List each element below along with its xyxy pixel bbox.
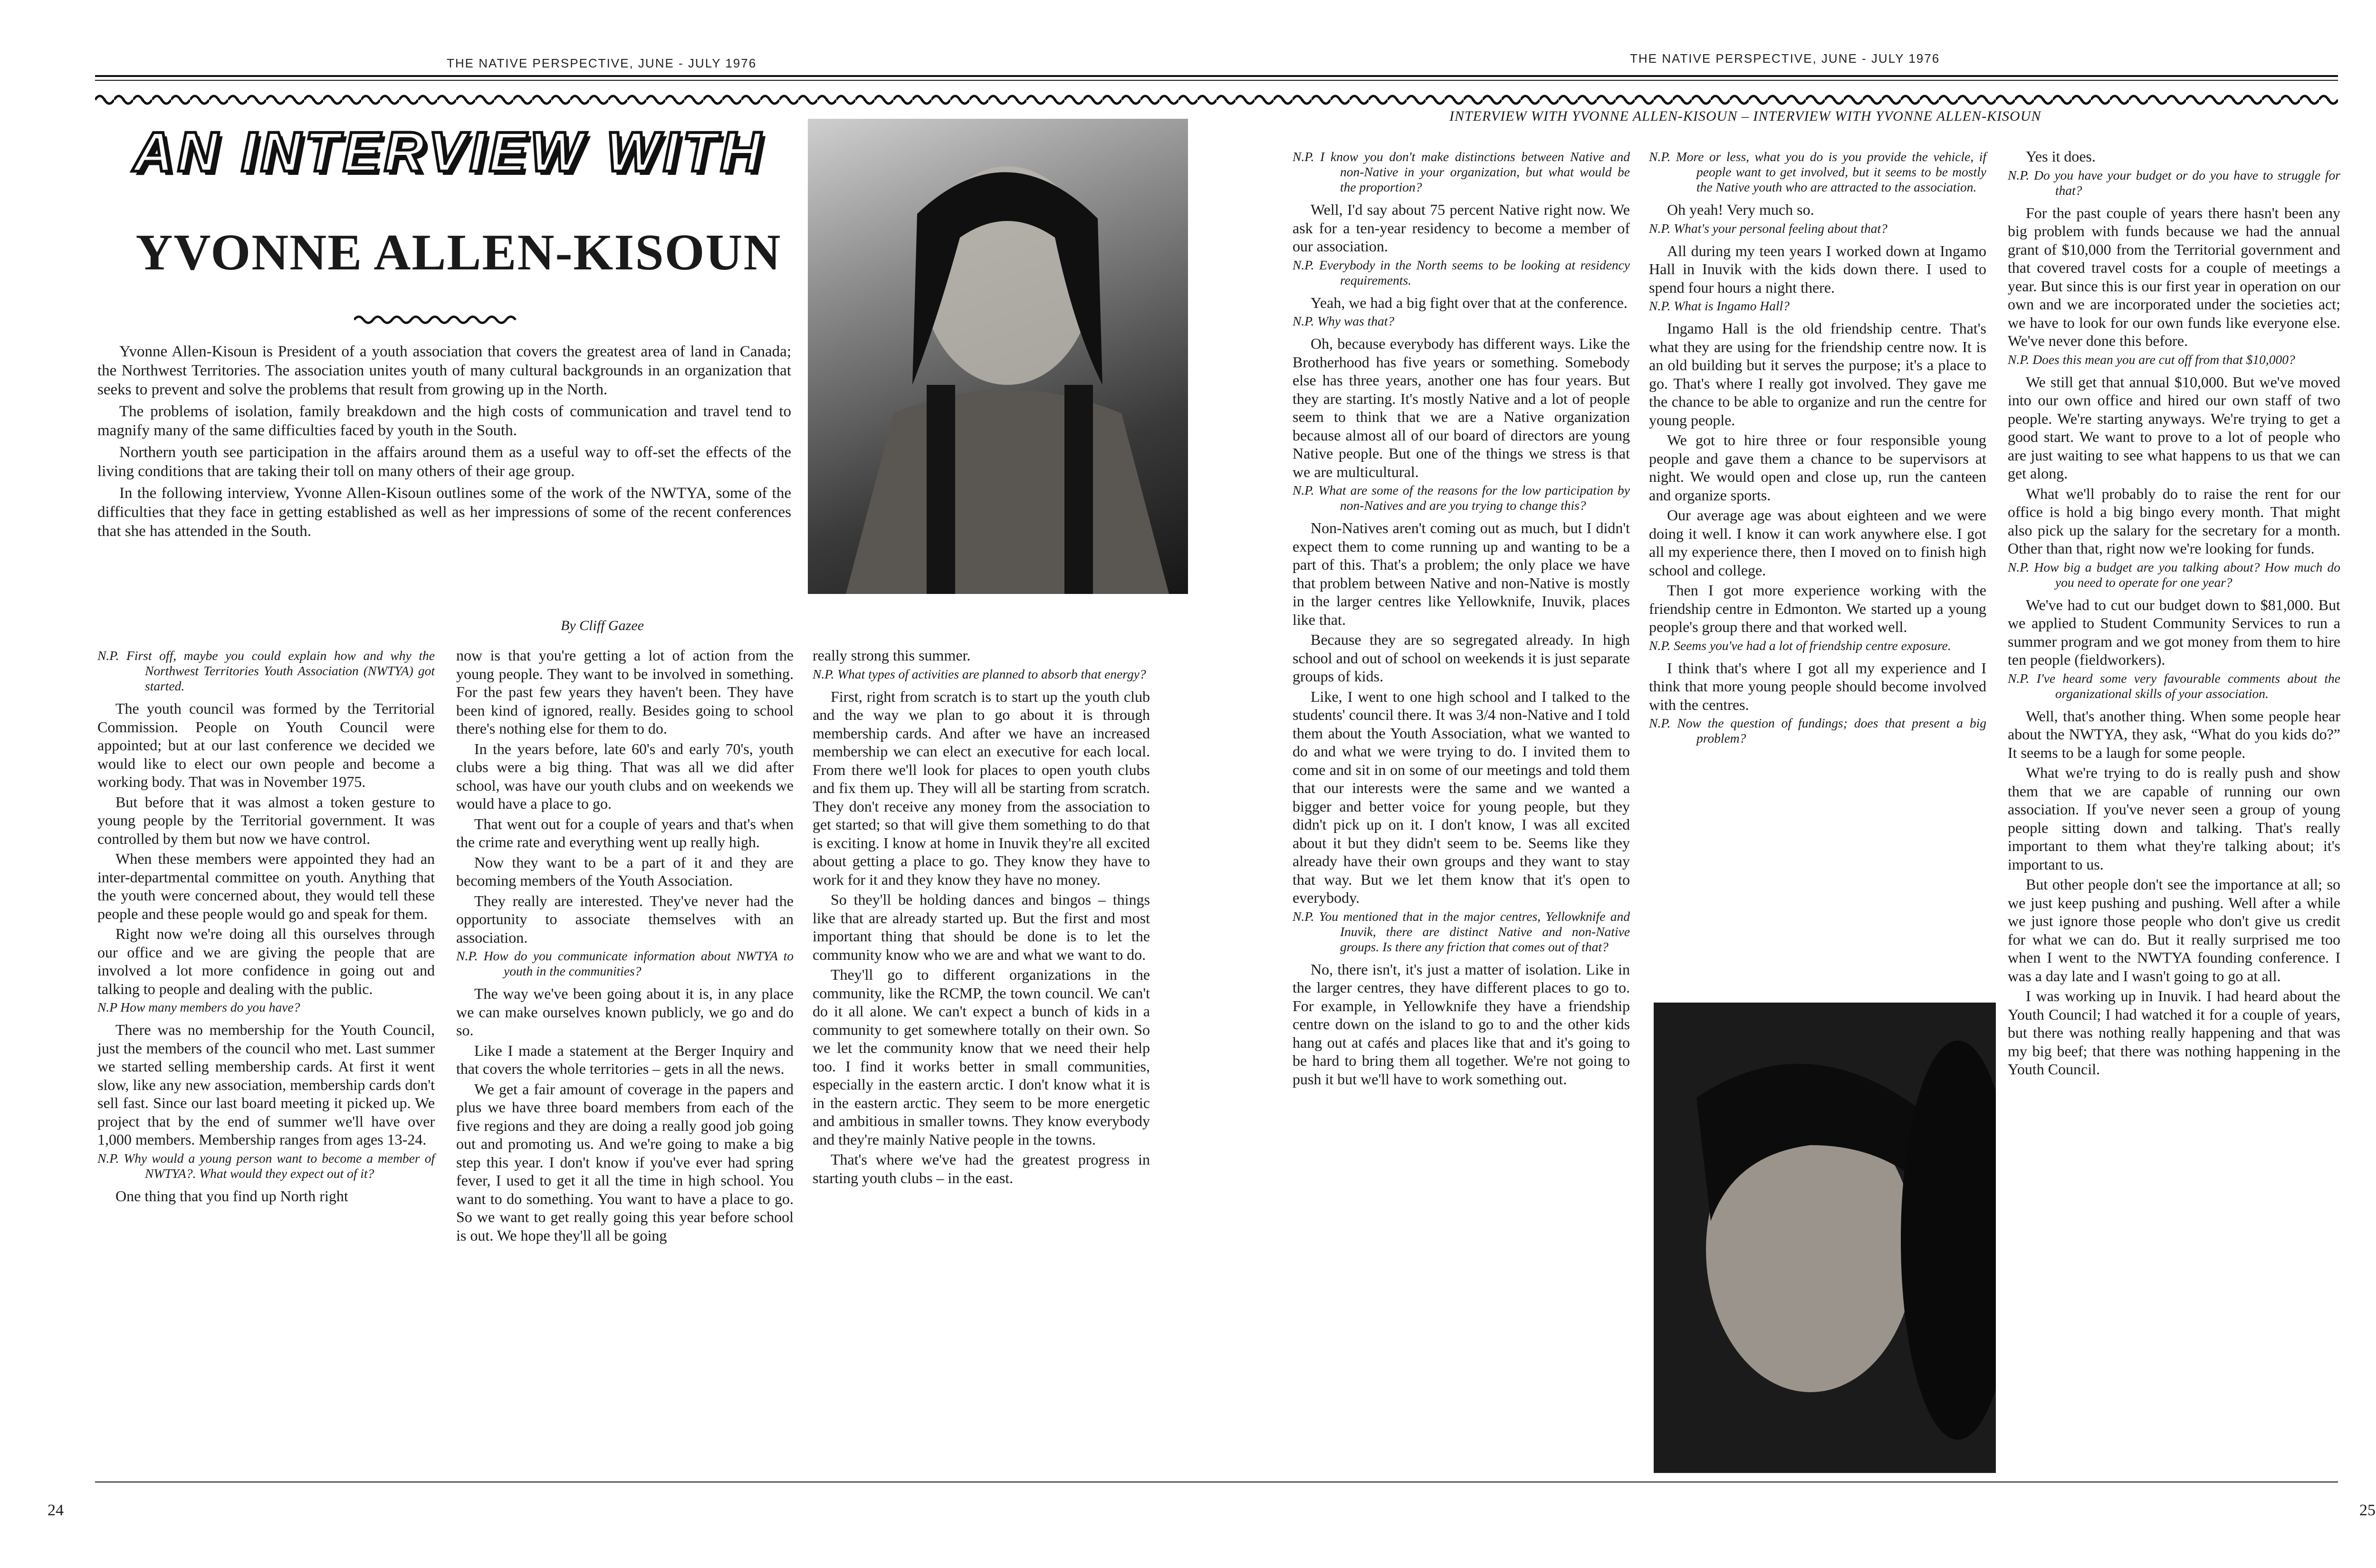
page-number-right: 25 — [2359, 1501, 2376, 1519]
answer-paragraph: Yeah, we had a big fight over that at the conference. — [1311, 294, 1628, 311]
article-column-1 — [97, 646, 435, 1207]
title-line-2: YVONNE ALLEN-KISOUN — [135, 224, 782, 281]
interviewer-question: N.P. How big a budget are you talking about? How much do you need to operate for one year? — [2008, 559, 2340, 590]
portrait-photo-image — [808, 119, 1188, 594]
answer-paragraph: Yes it does. — [2026, 148, 2096, 165]
answer-paragraph: Like, I went to one high school and I talked to the students' council there. It was 3/4 non-Native and I told them about the Youth Association, what we wanted to do and what we were trying to do. I invited them to come and sit in on some of our meetings and told them that our interests were the same and we wanted a bigger and better voice for young people, but they didn't pick up on it. I don't know, I was all excited about it but they didn't seem to be. Seems like they already have their own groups and they want to stay that way. But we let them know that it's open to everybody. — [1293, 688, 1630, 906]
answer-paragraph: There was no membership for the Youth Council, just the members of the council who met. Last summer we started selling membership cards. At first it went slow, like any new association, membership cards don't sell fast. Since our last board meeting it picked up. We project that by the end of summer we'll have over 1,000 members. Membership ranges from ages 13-24. — [97, 1021, 435, 1148]
interviewer-question: N.P. Why was that? — [1293, 314, 1395, 328]
interviewer-question: N.P. What's your personal feeling about that? — [1649, 220, 1887, 236]
running-head-right: THE NATIVE PERSPECTIVE, JUNE - JULY 1976 — [1630, 51, 1940, 66]
answer-paragraph: First, right from scratch is to start up the youth club and the way we plan to go about it is through membership cards. And after we have an increased membership we can elect an executive for each local. From there we'll look for places to open youth clubs and fix them up. They will all be starting from scratch. They don't receive any money from the association to get started; so that will give them something to do that is exciting. I know at home in Inuvik they're all excited about getting a place to go. They know they have to work for it and they know they have no money. — [813, 688, 1150, 888]
answer-paragraph: The way we've been going about it is, in any place we can make ourselves known publicly, we go and do so. — [456, 985, 794, 1039]
intro-paragraph: Yvonne Allen-Kisoun is President of a youth association that covers the greatest area of land in Canada; the Northwest Territories. The association unites youth of many cultural backgrounds in an organization that seeks to prevent and solve the problems that result from growing up in the North. — [97, 343, 791, 398]
answer-paragraph: The youth council was formed by the Territorial Commission. People on Youth Council were appointed; but at our last conference we decided we would like to elect our own people and become a working body. That was in November 1975. — [97, 700, 435, 790]
answer-paragraph: But other people don't see the importance at all; so we just keep pushing and pushing. Well after a while we just ignore those people who don't give us credit for what we can do. But it really surprised me too when I went to the NWTYA founding conference. I was a day late and I wasn't going to go at all. — [2008, 876, 2340, 985]
answer-paragraph: Oh, because everybody has different ways. Like the Brotherhood has five years or something. Somebody else has three years, another one has four years. But they are starting. It's mostly Native and a lot of people seem to think that we are a Native organization because almost all of our board of directors are young Native people. But one of the things we stress is that we are multicultural. — [1293, 335, 1630, 480]
answer-paragraph: now is that you're getting a lot of action from the young people. They want to be involved in something. For the past few years they haven't been. They have been kind of ignored, really. Besides going to school there's nothing else for them to do. — [456, 647, 794, 737]
article-column-5 — [1649, 147, 1986, 752]
interviewer-question: N.P. Does this mean you are cut off from that $10,000? — [2008, 352, 2295, 367]
intro-section — [97, 342, 791, 544]
answer-paragraph: In the years before, late 60's and early 70's, youth clubs were a big thing. That was all we did after school, was have our youth clubs and on weekends we would have a place to go. — [456, 740, 794, 812]
interview-header: INTERVIEW WITH YVONNE ALLEN-KISOUN – INTERVIEW WITH YVONNE ALLEN-KISOUN — [1449, 108, 2041, 124]
answer-paragraph: I think that's where I got all my experience and I think that more young people should become involved with the centres. — [1649, 659, 1986, 713]
portrait-photo — [808, 119, 1188, 594]
interviewer-question: N.P. Why would a young person want to become a member of NWTYA?. What would they expect out of it? — [97, 1150, 435, 1181]
answer-paragraph: They really are interested. They've never had the opportunity to associate themselves with an association. — [456, 892, 794, 946]
answer-paragraph: Well, that's another thing. When some people hear about the NWTYA, they ask, “What do you kids do?” It seems to be a laugh for some people. — [2008, 707, 2340, 761]
intro-paragraph: In the following interview, Yvonne Allen-Kisoun outlines some of the work of the NWTYA, some of the difficulties that they face in getting established as well as her impressions of some of the recent conferences that she has attended in the South. — [97, 485, 791, 540]
interviewer-question: N.P. I know you don't make distinctions between Native and non-Native in your organization, but what would be the proportion? — [1293, 149, 1630, 194]
interviewer-question: N.P. Seems you've had a lot of friendship centre exposure. — [1649, 638, 1951, 653]
answer-paragraph: We got to hire three or four responsible young people and gave them a chance to be supervisors at night. We would open and close up, run the canteen and organize sports. — [1649, 431, 1986, 504]
interviewer-question: N.P. What types of activities are planned to absorb that energy? — [813, 666, 1146, 681]
interviewer-question: N.P. Now the question of fundings; does that present a big problem? — [1649, 716, 1986, 746]
answer-paragraph: They'll go to different organizations in the community, like the RCMP, the town council. We can't do it all alone. We can't expect a bunch of kids in a community to get somewhere totally on their own. So we let the community know that we need their help too. I find it works better in small communities, especially in the eastern arctic. I don't know what it is in the eastern arctic. They seem to be more energetic and ambitious in smaller towns. They know everybody and they're mainly Native people in the towns. — [813, 966, 1150, 1148]
interviewer-question: N.P. Everybody in the North seems to be looking at residency requirements. — [1293, 257, 1630, 287]
interviewer-question: N.P. How do you communicate information about NWTYA to youth in the communities? — [456, 948, 794, 978]
interviewer-question: N.P. What are some of the reasons for the low participation by non-Natives and are you trying to change this? — [1293, 483, 1630, 513]
answer-paragraph: Right now we're doing all this ourselves through our office and we are giving the people that are involved a lot more confidence in going out and talking to people and dealing with the public. — [97, 925, 435, 997]
answer-paragraph: What we're trying to do is really push and show them that we are capable of running our own association. If you've never seen a group of young people sitting down and talking. That's really important to them what they're talking about; it's important to us. — [2008, 764, 2340, 873]
portrait-photo-2-image — [1654, 1003, 1996, 1473]
answer-paragraph: Then I got more experience working with the friendship centre in Edmonton. We started up a young people's group there and that worked well. — [1649, 582, 1986, 635]
top-rule-thin — [95, 80, 2338, 81]
interviewer-question: N.P. First off, maybe you could explain how and why the Northwest Territories Youth Association (NWTYA) got started. — [97, 648, 435, 693]
interviewer-question: N.P How many members do you have? — [97, 1000, 300, 1014]
answer-paragraph: We still get that annual $10,000. But we've moved into our own office and hired our own staff of two people. We're starting anyways. We're trying to get a good start. We want to prove to a lot of people who are just waiting to see what happens to us that we can get along. — [2008, 373, 2340, 482]
answer-paragraph: really strong this summer. — [813, 647, 971, 664]
page-number-left: 24 — [48, 1501, 64, 1519]
running-head-left: THE NATIVE PERSPECTIVE, JUNE - JULY 1976 — [447, 56, 757, 70]
intro-paragraph: The problems of isolation, family breakdown and the high costs of communication and travel tend to magnify many of the same difficulties faced by youth in the South. — [97, 403, 791, 439]
answer-paragraph: Ingamo Hall is the old friendship centre. That's what they are using for the friendship centre now. It is an old building but it serves the purpose; it's a place to go. That's where I really got involved. They gave me the chance to be able to organize and run the centre for young people. — [1649, 320, 1986, 429]
answer-paragraph: That went out for a couple of years and that's when the crime rate and everything went up really high. — [456, 815, 794, 851]
answer-paragraph: No, there isn't, it's just a matter of isolation. Like in the larger centres, they have different places to go to. For example, in Yellowknife they have a friendship centre down on the island to go to and the other kids hang out at cafés and places like that and it's going to be hard to bring them all together. We're not going to push it but we'll have to work something out. — [1293, 960, 1630, 1088]
article-column-6 — [2008, 147, 2340, 1080]
answer-paragraph: Now they want to be a part of it and they are becoming members of the Youth Association. — [456, 853, 794, 889]
answer-paragraph: But before that it was almost a token gesture to young people by the Territorial government. It was controlled by them but now we have control. — [97, 793, 435, 847]
decorative-wave-border — [95, 90, 2338, 109]
byline: By Cliff Gazee — [561, 618, 644, 633]
answer-paragraph: Non-Natives aren't coming out as much, but I didn't expect them to come running up and wanting to be a part of this. That's a problem; the only place we have that problem between Native and non-Native is mostly in the larger centres like Yellowknife, Inuvik, places like that. — [1293, 519, 1630, 628]
interviewer-question: N.P. Do you have your budget or do you have to struggle for that? — [2008, 167, 2340, 198]
intro-paragraph: Northern youth see participation in the affairs around them as a useful way to off-set the effects of the living conditions that are taking their toll on many others of their age group. — [97, 444, 791, 480]
interviewer-question: N.P. You mentioned that in the major centres, Yellowknife and Inuvik, there are distinct Native and non-Native groups. Is there any friction that comes out of that? — [1293, 908, 1630, 954]
interviewer-question: N.P. I've heard some very favourable comments about the organizational skills of your association. — [2008, 670, 2340, 701]
answer-paragraph: One thing that you find up North right — [115, 1187, 348, 1205]
article-column-2 — [456, 646, 794, 1246]
answer-paragraph: Because they are so segregated already. In high school and out of school on weekends it is just separate groups of kids. — [1293, 631, 1630, 685]
article-column-3 — [813, 646, 1150, 1189]
answer-paragraph: Well, I'd say about 75 percent Native right now. We ask for a ten-year residency to become a member of our association. — [1293, 201, 1630, 255]
answer-paragraph: That's where we've had the greatest progress in starting youth clubs – in the east. — [813, 1151, 1150, 1186]
interviewer-question: N.P. More or less, what you do is you provide the vehicle, if people want to get involved, but it seems to be mostly the Native youth who are attracted to the association. — [1649, 149, 1986, 194]
answer-paragraph: So they'll be holding dances and bingos – things like that are already started up. But the first and most important thing that should be done is to let the community know who we are and what we want to do. — [813, 891, 1150, 963]
top-rule — [95, 75, 2338, 77]
article-column-4 — [1293, 147, 1630, 1090]
answer-paragraph: Our average age was about eighteen and we were doing it well. I know it can work anywhere else. I got all my experience there, then I moved on to finish high school and college. — [1649, 507, 1986, 579]
answer-paragraph: Oh yeah! Very much so. — [1667, 201, 1814, 218]
answer-paragraph: We've had to cut our budget down to $81,000. But we applied to Student Community Services to run a summer program and we got money from them to hire ten people (fieldworkers). — [2008, 596, 2340, 668]
interviewer-question: N.P. What is Ingamo Hall? — [1649, 298, 1790, 313]
answer-paragraph: We get a fair amount of coverage in the papers and plus we have three board members from each of the five regions and they are doing a really good job going out and promoting us. And we're going to make a big step this year. I don't know if you've ever had spring fever, I used to get it all the time in high school. You want to do something. You want to have a place to go. So we want to get really going this year before school is out. We hope they'll all be going — [456, 1080, 794, 1244]
answer-paragraph: Like I made a statement at the Berger Inquiry and that covers the whole territories – gets in all the news. — [456, 1042, 794, 1077]
answer-paragraph: I was working up in Inuvik. I had heard about the Youth Council; I had watched it for a couple of years, but there was nothing really happening and that was my big beef; that there was nothing happening in the Youth Council. — [2008, 987, 2340, 1078]
answer-paragraph: When these members were appointed they had an inter-departmental committee on youth. Anything that the youth were concerned about, they would tell these people and these people would go and speak for them. — [97, 850, 435, 922]
title-line-1: AN INTERVIEW WITH — [133, 121, 765, 183]
portrait-photo-2 — [1654, 1003, 1996, 1473]
answer-paragraph: All during my teen years I worked down at Ingamo Hall in Inuvik with the kids down there. I used to spend four hours a night there. — [1649, 242, 1986, 296]
answer-paragraph: For the past couple of years there hasn't been any big problem with funds because we had the annual grant of $10,000 from the Territorial government and that covered travel costs for a couple of meetings a year. But since this is our first year in operation on our own and we are incorporated under the societies act; we have to look for our own funds like everyone else. We've never done this before. — [2008, 204, 2340, 349]
answer-paragraph: What we'll probably do to raise the rent for our office is hold a big bingo every month. That might also pick up the salary for the secretary for a month. Other than that, right now we're looking for funds. — [2008, 485, 2340, 557]
title-ornament — [354, 314, 520, 326]
